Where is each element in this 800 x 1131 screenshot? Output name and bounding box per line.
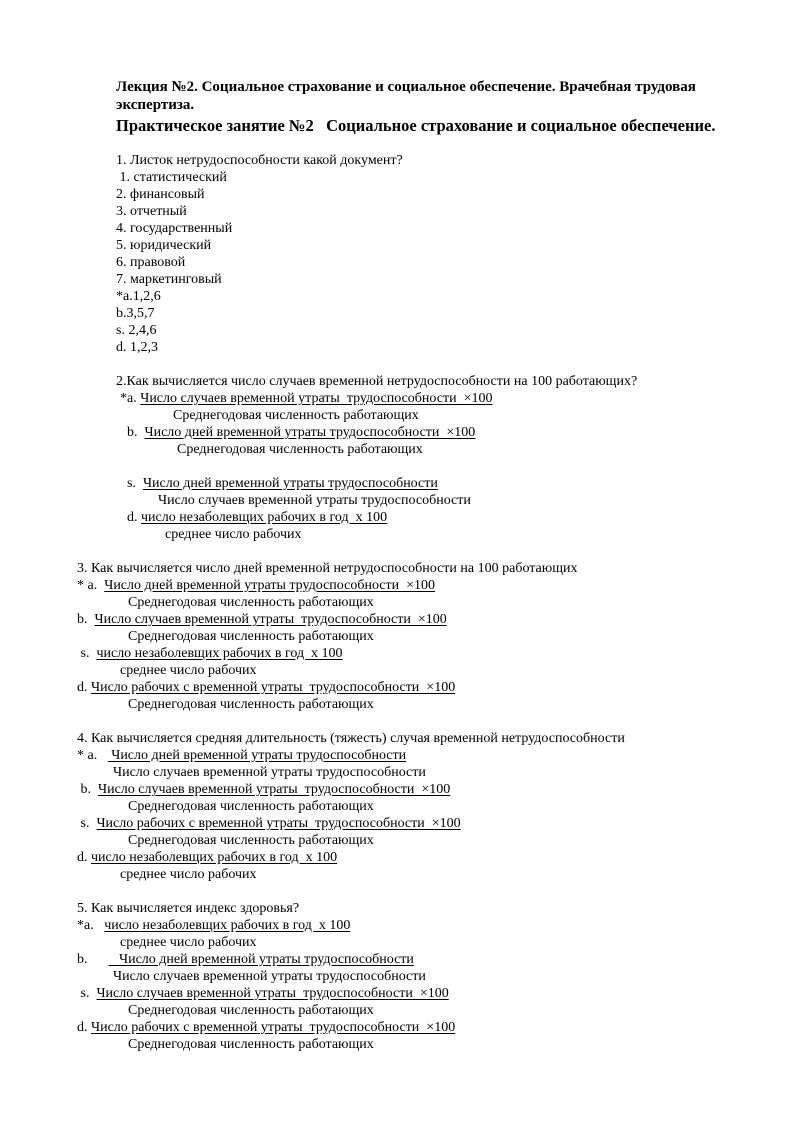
formula-denominator: Среднегодовая численность работающих xyxy=(128,1037,374,1052)
formula-denominator: Среднегодовая численность работающих xyxy=(128,595,374,610)
q2-option-b xyxy=(127,425,475,441)
q4-question: 4. Как вычисляется средняя длительность (тяжесть) случая временной нетрудоспособности xyxy=(77,731,625,746)
option-label: d. xyxy=(77,850,91,865)
lecture-title-line2: экспертиза. xyxy=(116,97,195,113)
option-label: b. xyxy=(77,612,95,627)
formula-numerator: Число дней временной утраты трудоспособности xyxy=(142,476,438,491)
option-label: b. xyxy=(77,782,98,797)
formula-denominator: Среднегодовая численность работающих xyxy=(128,799,374,814)
option-label: s. xyxy=(77,816,97,831)
option-label: *a. xyxy=(77,918,105,933)
formula-numerator: Число рабочих с временной утраты трудоспособности ×100 xyxy=(91,1020,456,1035)
formula-numerator: Число случаев временной утраты трудоспособности ×100 xyxy=(96,986,449,1001)
lecture-title-line1: Лекция №2. Социальное страхование и социальное обеспечение. Врачебная трудовая xyxy=(116,79,696,95)
q1-item: 5. юридический xyxy=(116,238,212,253)
formula-numerator: Число случаев временной утраты трудоспособности ×100 xyxy=(98,782,451,797)
option-label: * a. xyxy=(77,578,105,593)
q2-option-s xyxy=(127,476,438,492)
formula-denominator: среднее число рабочих xyxy=(120,935,257,950)
option-label: d. xyxy=(127,510,141,525)
q5-option-b xyxy=(77,952,414,968)
formula-numerator: Число случаев временной утраты трудоспособности ×100 xyxy=(94,612,447,627)
q1-item: 7. маркетинговый xyxy=(116,272,222,287)
q2-option-a xyxy=(120,391,492,407)
q2-option-d xyxy=(127,510,387,526)
option-label: d. xyxy=(77,1020,91,1035)
formula-numerator: Число дней временной утраты трудоспособности ×100 xyxy=(104,578,436,593)
formula-numerator: Число случаев временной утраты трудоспособности ×100 xyxy=(140,391,493,406)
formula-numerator: Число рабочих с временной утраты трудоспособности ×100 xyxy=(96,816,461,831)
q4-option-d xyxy=(77,850,337,866)
formula-numerator: Число дней временной утраты трудоспособности xyxy=(108,952,414,967)
formula-denominator: Среднегодовая численность работающих xyxy=(173,408,419,423)
option-label: s. xyxy=(127,476,143,491)
q2-question: 2.Как вычисляется число случаев временной нетрудоспособности на 100 работающих? xyxy=(116,374,638,389)
option-label: * a. xyxy=(77,748,108,763)
q5-option-d xyxy=(77,1020,455,1036)
practice-title: Практическое занятие №2 Социальное страхование и социальное обеспечение. xyxy=(116,116,716,135)
option-label: *a. xyxy=(120,391,141,406)
formula-denominator: Среднегодовая численность работающих xyxy=(177,442,423,457)
q3-question: 3. Как вычисляется число дней временной нетрудоспособности на 100 работающих xyxy=(77,561,578,576)
q3-option-a xyxy=(77,578,435,594)
q5-option-a xyxy=(77,918,350,934)
formula-denominator: Число случаев временной утраты трудоспособности xyxy=(113,969,426,984)
q1-item: 3. отчетный xyxy=(116,204,187,219)
option-label: d. xyxy=(77,680,91,695)
formula-numerator: число незаболевщих рабочих в год х 100 xyxy=(141,510,388,525)
option-label: b. xyxy=(127,425,145,440)
q1-answer-b: b.3,5,7 xyxy=(116,306,155,321)
formula-denominator: Среднегодовая численность работающих xyxy=(128,833,374,848)
q5-option-s xyxy=(77,986,449,1002)
q4-option-s xyxy=(77,816,461,832)
formula-numerator: число незаболевщих рабочих в год х 100 xyxy=(104,918,351,933)
formula-denominator: Среднегодовая численность работающих xyxy=(128,1003,374,1018)
q1-answer-a: *a.1,2,6 xyxy=(116,289,161,304)
q3-option-d xyxy=(77,680,455,696)
formula-numerator: число незаболевщих рабочих в год х 100 xyxy=(96,646,343,661)
q1-item: 6. правовой xyxy=(116,255,186,270)
formula-denominator: среднее число рабочих xyxy=(120,867,257,882)
formula-numerator: Число дней временной утраты трудоспособности ×100 xyxy=(144,425,476,440)
q1-item: 2. финансовый xyxy=(116,187,205,202)
formula-numerator: число незаболевщих рабочих в год х 100 xyxy=(91,850,338,865)
q1-item: 4. государственный xyxy=(116,221,233,236)
q1-answer-s: s. 2,4,6 xyxy=(116,323,157,338)
formula-denominator: среднее число рабочих xyxy=(165,527,302,542)
q1-item: 1. статистический xyxy=(116,170,227,185)
formula-denominator: Среднегодовая численность работающих xyxy=(128,697,374,712)
q3-option-b xyxy=(77,612,447,628)
formula-denominator: Среднегодовая численность работающих xyxy=(128,629,374,644)
formula-numerator: Число рабочих с временной утраты трудоспособности ×100 xyxy=(91,680,456,695)
q4-option-b xyxy=(77,782,450,798)
q4-option-a xyxy=(77,748,406,764)
option-label: b. xyxy=(77,952,109,967)
formula-denominator: Число случаев временной утраты трудоспособности xyxy=(158,493,471,508)
q1-question: 1. Листок нетрудоспособности какой документ? xyxy=(116,153,403,168)
q3-option-s xyxy=(77,646,343,662)
option-label: s. xyxy=(77,986,97,1001)
q1-answer-d: d. 1,2,3 xyxy=(116,340,158,355)
option-label: s. xyxy=(77,646,97,661)
formula-denominator: среднее число рабочих xyxy=(120,663,257,678)
formula-numerator: Число дней временной утраты трудоспособности xyxy=(107,748,407,763)
formula-denominator: Число случаев временной утраты трудоспособности xyxy=(113,765,426,780)
q5-question: 5. Как вычисляется индекс здоровья? xyxy=(77,901,300,916)
